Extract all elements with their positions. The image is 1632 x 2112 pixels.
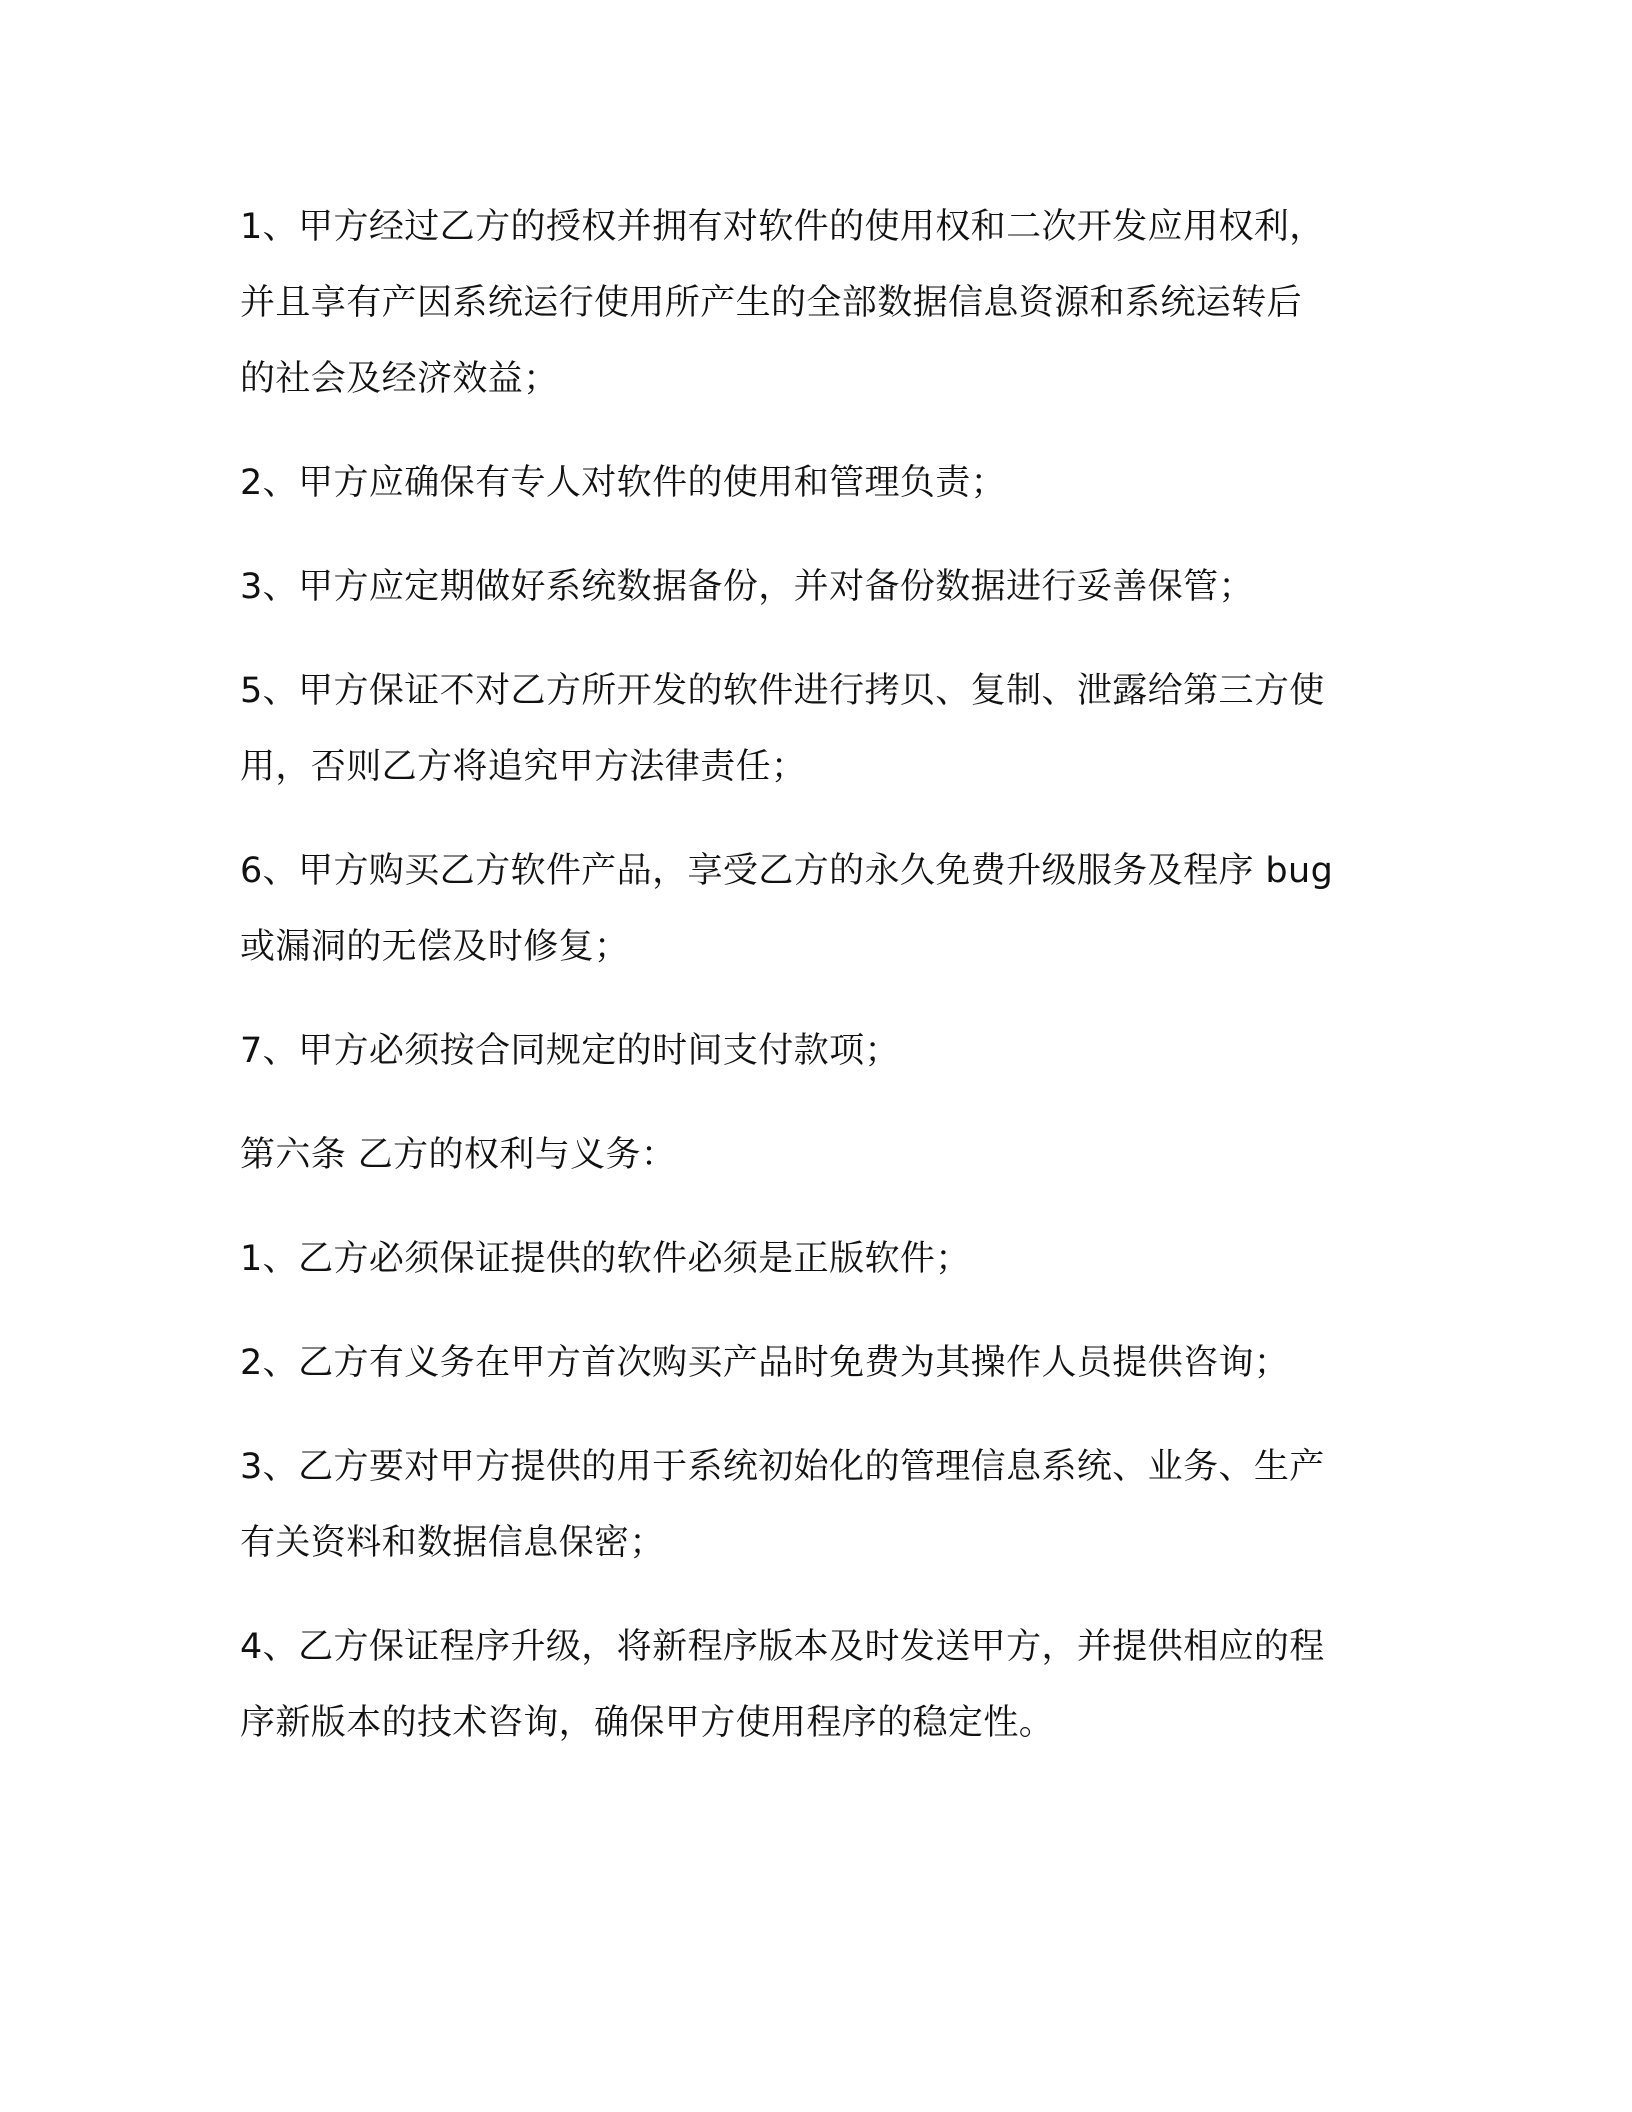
- text-line: 3、甲方应定期做好系统数据备份，并对备份数据进行妥善保管；: [240, 567, 1254, 607]
- clause-party-b-3: [240, 1429, 1400, 1581]
- text-line: 4、乙方保证程序升级，将新程序版本及时发送甲方，并提供相应的程: [240, 1627, 1325, 1667]
- clause-party-a-5: [240, 653, 1400, 805]
- text-line: 的社会及经济效益；: [240, 359, 559, 399]
- text-line: 并且享有产因系统运行使用所产生的全部数据信息资源和系统运转后: [240, 283, 1303, 323]
- text-line: 序新版本的技术咨询，确保甲方使用程序的稳定性。: [240, 1703, 1055, 1743]
- clause-party-a-7: [240, 1013, 1400, 1089]
- text-line: 5、甲方保证不对乙方所开发的软件进行拷贝、复制、泄露给第三方使: [240, 671, 1325, 711]
- clause-party-a-1: [240, 189, 1400, 417]
- text-line: 1、甲方经过乙方的授权并拥有对软件的使用权和二次开发应用权利，: [240, 207, 1325, 247]
- text-line: 2、甲方应确保有专人对软件的使用和管理负责；: [240, 463, 1007, 503]
- clause-party-b-2: [240, 1325, 1400, 1401]
- clause-party-b-1: [240, 1221, 1400, 1297]
- section-heading-article-6: [240, 1117, 1400, 1193]
- text-line: 用，否则乙方将追究甲方法律责任；: [240, 747, 807, 787]
- text-line: 7、甲方必须按合同规定的时间支付款项；: [240, 1031, 900, 1071]
- text-line: 2、乙方有义务在甲方首次购买产品时免费为其操作人员提供咨询；: [240, 1343, 1290, 1383]
- text-line: 3、乙方要对甲方提供的用于系统初始化的管理信息系统、业务、生产: [240, 1447, 1325, 1487]
- text-line: 有关资料和数据信息保密；: [240, 1523, 665, 1563]
- clause-party-a-6: [240, 833, 1400, 985]
- text-line: 1、乙方必须保证提供的软件必须是正版软件；: [240, 1239, 971, 1279]
- clause-party-a-3: [240, 549, 1400, 625]
- clause-party-b-4: [240, 1609, 1400, 1761]
- document-body: [240, 189, 1400, 1789]
- heading-text: 第六条 乙方的权利与义务：: [240, 1135, 677, 1175]
- clause-party-a-2: [240, 445, 1400, 521]
- text-line: 6、甲方购买乙方软件产品，享受乙方的永久免费升级服务及程序 bug: [240, 851, 1334, 891]
- text-line: 或漏洞的无偿及时修复；: [240, 927, 630, 967]
